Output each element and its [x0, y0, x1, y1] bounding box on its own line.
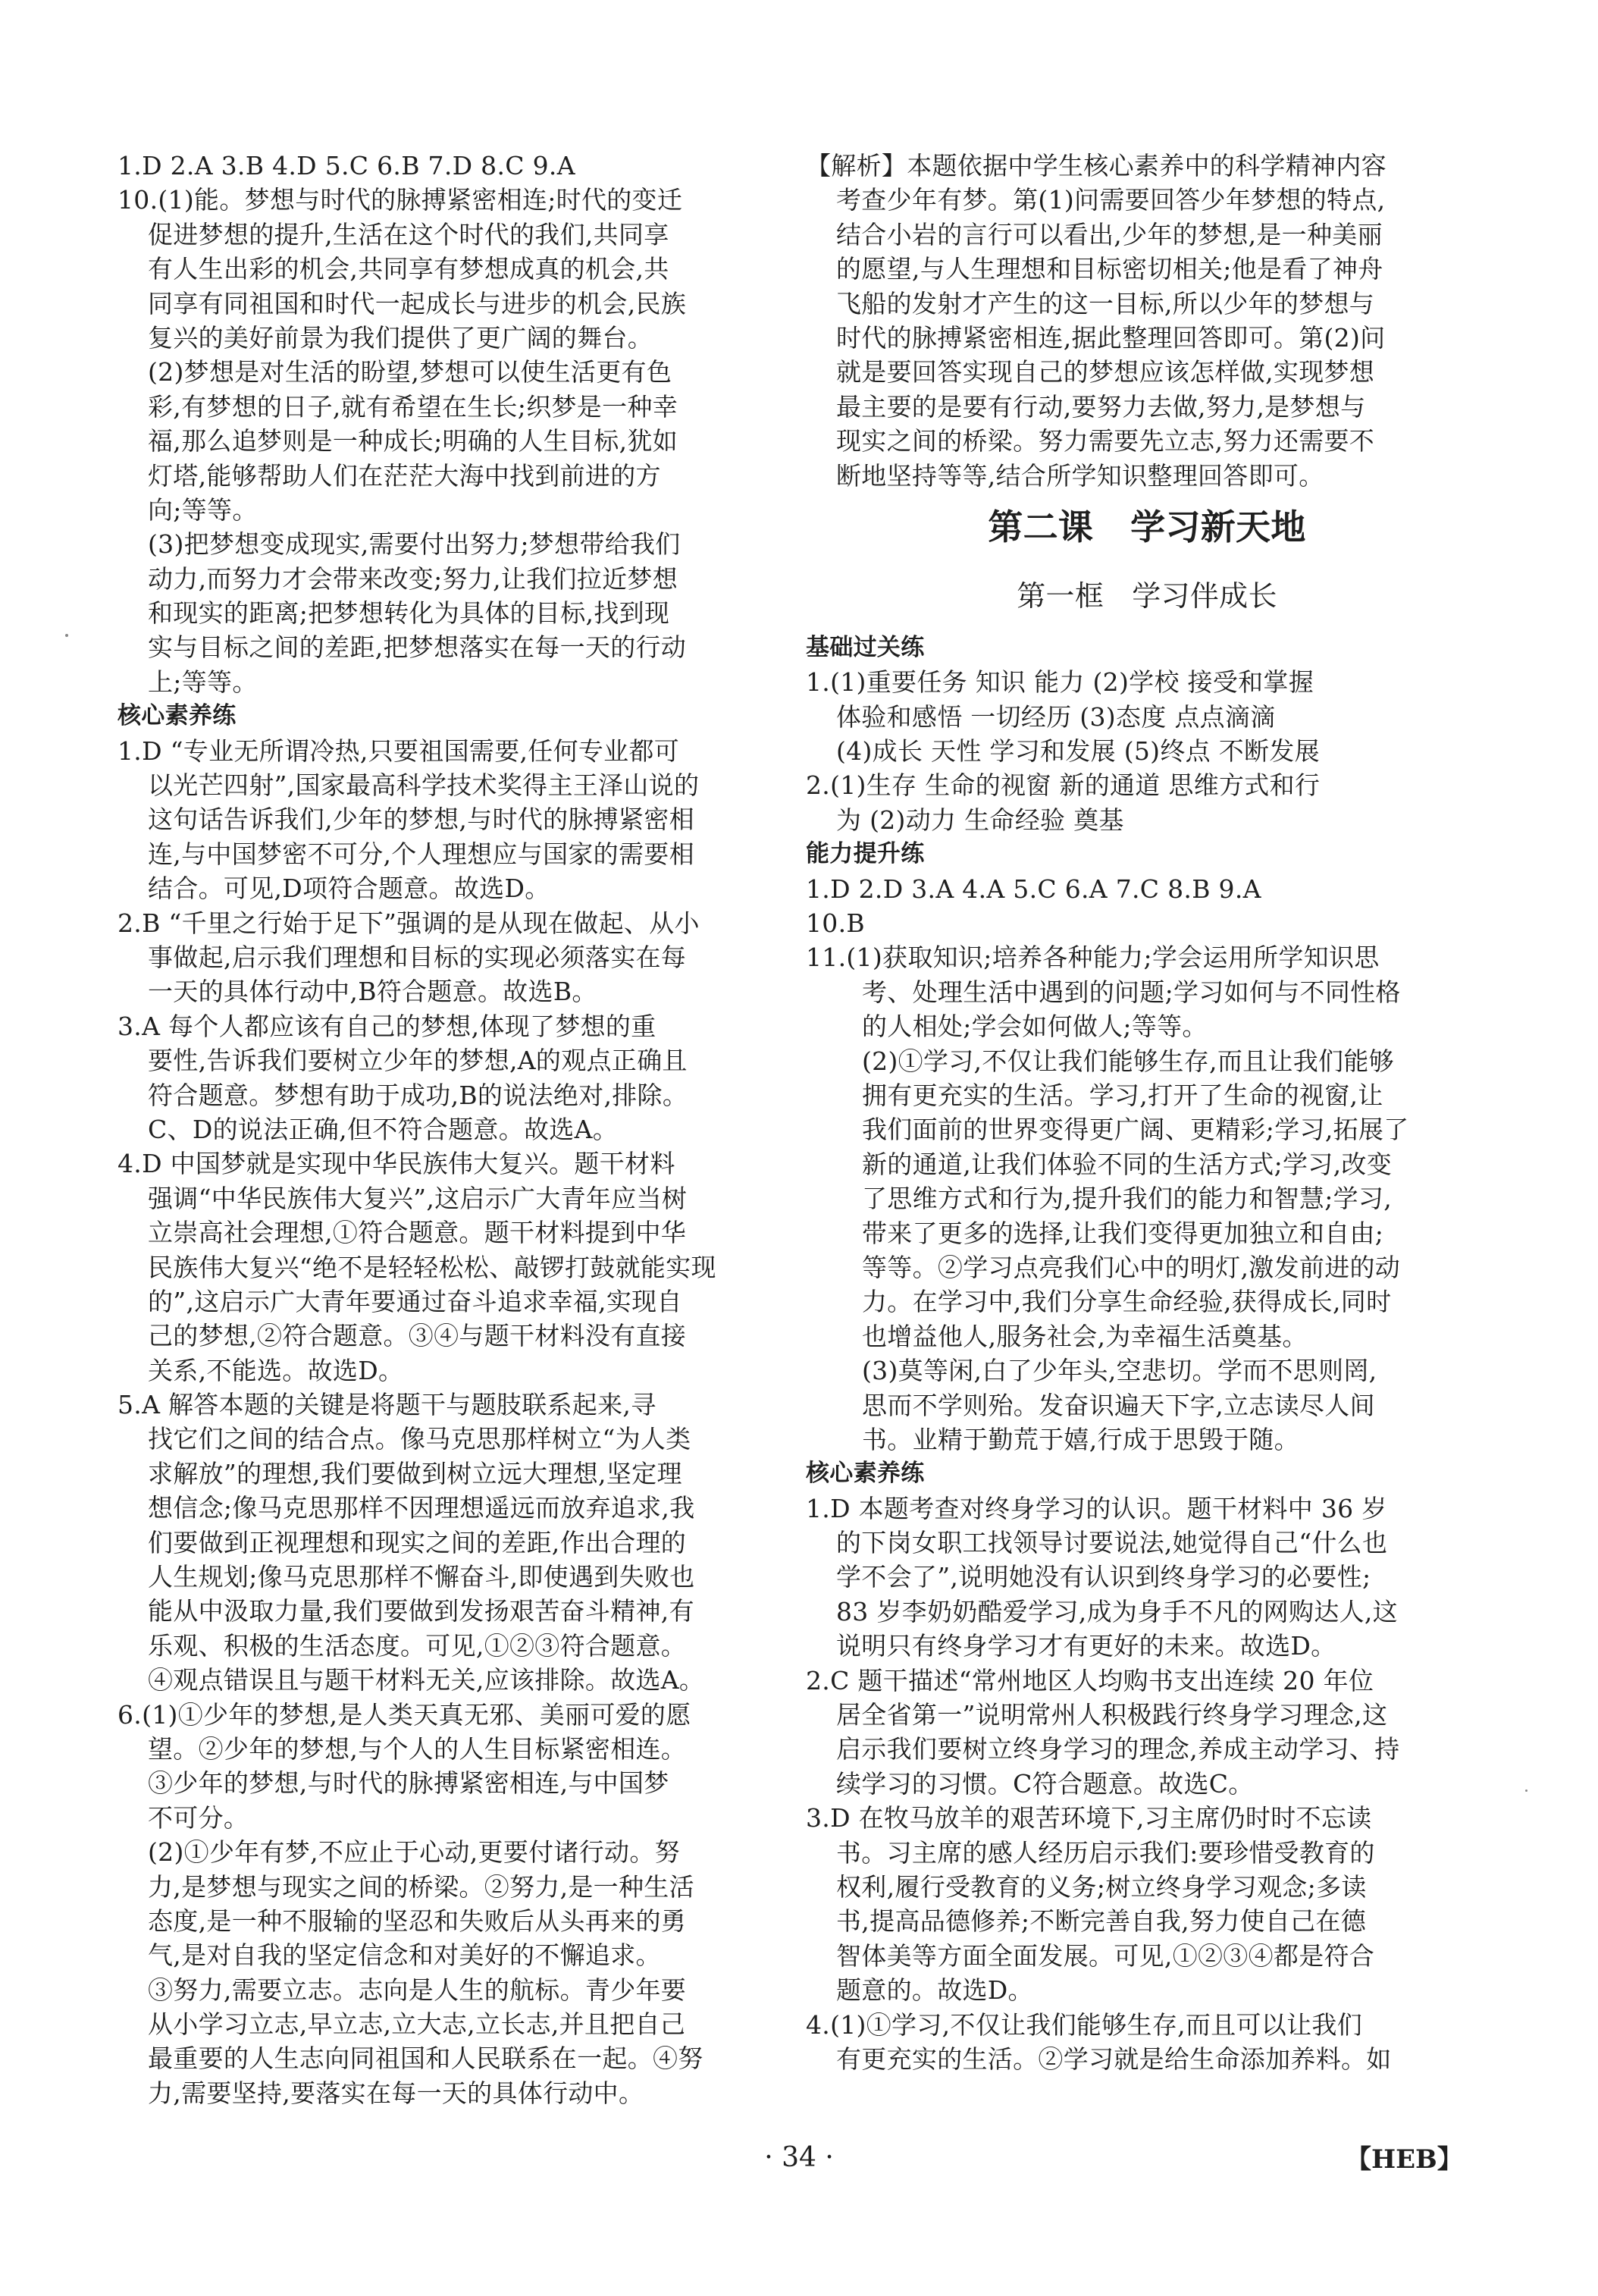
page-number: · 34 ·: [764, 2142, 834, 2173]
left-text-line: 求解放”的理想,我们要做到树立远大理想,坚定理: [148, 1458, 682, 1488]
frame-title: 第一框 学习伴成长: [1017, 579, 1277, 613]
left-text-line: 强调“中华民族伟大复兴”,这启示广大青年应当树: [148, 1183, 688, 1213]
left-text-line: 结合。可见,D项符合题意。故选D。: [148, 874, 550, 904]
right-text-line: 书。习主席的感人经历启示我们:要珍惜受教育的: [836, 1837, 1375, 1868]
right-text-line: 1.D 本题考查对终身学习的认识。题干材料中 36 岁: [806, 1493, 1387, 1523]
right-text-line: 断地坚持等等,结合所学知识整理回答即可。: [836, 460, 1324, 491]
left-text-line: 最重要的人生志向同祖国和人民联系在一起。④努: [148, 2044, 703, 2074]
left-text-line: ③少年的梦想,与时代的脉搏紧密相连,与中国梦: [148, 1768, 669, 1799]
right-text-line: 就是要回答实现自己的梦想应该怎样做,实现梦想: [836, 357, 1375, 387]
right-text-line: 的下岗女职工找领导讨要说法,她觉得自己“什么也: [836, 1528, 1388, 1558]
left-text-line: 向;等等。: [148, 494, 258, 525]
right-text-line: (4)成长 天性 学习和发展 (5)终点 不断发展: [836, 736, 1320, 767]
left-text-line: C、D的说法正确,但不符合题意。故选A。: [148, 1114, 619, 1144]
left-text-line: 彩,有梦想的日子,就有希望在生长;织梦是一种幸: [148, 391, 678, 422]
right-text-line: 83 岁李奶奶酷爱学习,成为身手不凡的网购达人,这: [836, 1596, 1398, 1626]
left-text-line: 复兴的美好前景为我们提供了更广阔的舞台。: [148, 322, 653, 353]
left-text-line: (3)把梦想变成现实,需要付出努力;梦想带给我们: [148, 529, 681, 560]
right-text-line: 拥有更充实的生活。学习,打开了生命的视窗,让: [862, 1080, 1383, 1110]
right-text-line: 权利,履行受教育的义务;树立终身学习观念;多读: [836, 1871, 1367, 1902]
left-text-line: 有人生出彩的机会,共同享有梦想成真的机会,共: [148, 254, 669, 284]
right-text-line: 为 (2)动力 生命经验 奠基: [836, 805, 1124, 835]
right-text-line: 考、处理生活中遇到的问题;学习如何与不同性格: [862, 977, 1401, 1007]
left-text-line: 以光芒四射”,国家最高科学技术奖得主王泽山说的: [148, 770, 700, 801]
right-text-line: 的人相处;学会如何做人;等等。: [862, 1012, 1208, 1042]
right-text-line: 结合小岩的言行可以看出,少年的梦想,是一种美丽: [836, 219, 1383, 249]
left-text-line: 关系,不能选。故选D。: [148, 1355, 404, 1385]
left-text-line: ④观点错误且与题干材料无关,应该排除。故选A。: [148, 1665, 705, 1695]
left-text-line: 符合题意。梦想有助于成功,B的说法绝对,排除。: [148, 1080, 688, 1110]
left-text-line: 想信念;像马克思那样不因理想遥远而放弃追求,我: [148, 1493, 695, 1523]
section-heading: 能力提升练: [806, 840, 925, 868]
right-text-line: 2.C 题干描述“常州地区人均购书支出连续 20 年位: [806, 1665, 1374, 1695]
left-text-line: 立崇高社会理想,①符合题意。题干材料提到中华: [148, 1218, 687, 1248]
left-text-line: 6.(1)①少年的梦想,是人类天真无邪、美丽可爱的愿: [118, 1699, 691, 1730]
right-text-line: 题意的。故选D。: [836, 1975, 1033, 2006]
right-text-line: 续学习的习惯。C符合题意。故选C。: [836, 1768, 1254, 1799]
left-text-line: 事做起,启示我们理想和目标的实现必须落实在每: [148, 942, 687, 972]
left-text-line: 能从中汲取力量,我们要做到发扬艰苦奋斗精神,有: [148, 1596, 694, 1626]
right-column: [806, 149, 1488, 2076]
left-text-line: 人生规划;像马克思那样不懈奋斗,即使遇到失败也: [148, 1562, 695, 1592]
right-text-line: 飞船的发射才产生的这一目标,所以少年的梦想与: [836, 288, 1375, 318]
right-text-line: 学不会了”,说明她没有认识到终身学习的必要性;: [836, 1562, 1371, 1592]
left-text-line: 一天的具体行动中,B符合题意。故选B。: [148, 977, 597, 1007]
right-text-line: 启示我们要树立终身学习的理念,养成主动学习、持: [836, 1734, 1400, 1764]
left-text-line: 3.A 每个人都应该有自己的梦想,体现了梦想的重: [118, 1011, 656, 1041]
section-heading: 核心素养练: [806, 1460, 925, 1488]
right-text-line: 带来了更多的选择,让我们变得更加独立和自由;: [862, 1218, 1384, 1248]
left-text-line: 不可分。: [148, 1802, 249, 1833]
left-text-line: 1.D 2.A 3.B 4.D 5.C 6.B 7.D 8.C 9.A: [118, 151, 575, 180]
left-column: [118, 149, 800, 2110]
right-text-line: 4.(1)①学习,不仅让我们能够生存,而且可以让我们: [806, 2009, 1363, 2040]
right-text-line: 1.(1)重要任务 知识 能力 (2)学校 接受和掌握: [806, 667, 1314, 698]
left-text-line: 上;等等。: [148, 667, 258, 697]
right-text-line: 【解析】本题依据中学生核心素养中的科学精神内容: [806, 151, 1386, 180]
right-text-line: 现实之间的桥梁。努力需要先立志,努力还需要不: [836, 426, 1375, 456]
right-text-line: 思而不学则殆。发奋识遍天下字,立志读尽人间: [862, 1390, 1375, 1420]
right-text-line: 新的通道,让我们体验不同的生活方式;学习,改变: [862, 1149, 1392, 1179]
left-text-line: 乐观、积极的生活态度。可见,①②③符合题意。: [148, 1630, 687, 1661]
left-text-line: 2.B “千里之行始于足下”强调的是从现在做起、从小: [118, 908, 700, 938]
left-text-line: 同享有同祖国和时代一起成长与进步的机会,民族: [148, 288, 687, 318]
left-text-line: 们要做到正视理想和现实之间的差距,作出合理的: [148, 1527, 687, 1557]
right-text-line: 我们面前的世界变得更广阔、更精彩;学习,拓展了: [862, 1115, 1409, 1145]
left-text-line: 福,那么追梦则是一种成长;明确的人生目标,犹如: [148, 426, 678, 456]
left-text-line: 的”,这启示广大青年要通过奋斗追求幸福,实现自: [148, 1286, 682, 1316]
left-text-line: 力,是梦想与现实之间的桥梁。②努力,是一种生活: [148, 1871, 694, 1902]
right-text-line: 1.D 2.D 3.A 4.A 5.C 6.A 7.C 8.B 9.A: [806, 874, 1261, 904]
right-text-line: 力。在学习中,我们分享生命经验,获得成长,同时: [862, 1287, 1392, 1317]
scan-speck: [65, 634, 68, 637]
right-text-line: 3.D 在牧马放羊的艰苦环境下,习主席仍时时不忘读: [806, 1803, 1372, 1833]
left-text-line: 1.D “专业无所谓冷热,只要祖国需要,任何专业都可: [118, 736, 680, 766]
right-text-line: 等等。②学习点亮我们心中的明灯,激发前进的动: [862, 1252, 1401, 1282]
right-text-line: 书,提高品德修养;不断完善自我,努力使自己在德: [836, 1906, 1366, 1937]
left-text-line: 找它们之间的结合点。像马克思那样树立“为人类: [148, 1424, 691, 1454]
left-text-line: 促进梦想的提升,生活在这个时代的我们,共同享: [148, 219, 669, 249]
lesson-title: 第二课 学习新天地: [988, 506, 1306, 547]
left-text-line: ③努力,需要立志。志向是人生的航标。青少年要: [148, 1974, 687, 2005]
book-code: 【HEB】: [1346, 2144, 1463, 2175]
right-text-line: 也增益他人,服务社会,为幸福生活奠基。: [862, 1321, 1308, 1351]
right-text-line: 11.(1)获取知识;培养各种能力;学会运用所学知识思: [806, 943, 1380, 973]
left-text-line: (2)梦想是对生活的盼望,梦想可以使生活更有色: [148, 357, 672, 387]
left-text-line: 灯塔,能够帮助人们在茫茫大海中找到前进的方: [148, 460, 661, 491]
right-text-line: 智体美等方面全面发展。可见,①②③④都是符合: [836, 1940, 1375, 1971]
left-text-line: 连,与中国梦密不可分,个人理想应与国家的需要相: [148, 839, 694, 869]
left-text-line: 民族伟大复兴“绝不是轻轻松松、敲锣打鼓就能实现: [148, 1252, 716, 1282]
right-text-line: 体验和感悟 一切经历 (3)态度 点点滴滴: [836, 701, 1276, 732]
right-text-line: 考查少年有梦。第(1)问需要回答少年梦想的特点,: [836, 185, 1386, 215]
right-text-line: 说明只有终身学习才有更好的未来。故选D。: [836, 1631, 1336, 1661]
left-text-line: 要性,告诉我们要树立少年的梦想,A的观点正确且: [148, 1046, 688, 1076]
section-heading: 基础过关练: [806, 633, 925, 661]
left-text-line: 态度,是一种不服输的坚忍和失败后从头再来的勇: [148, 1905, 687, 1936]
left-text-line: 己的梦想,②符合题意。③④与题干材料没有直接: [148, 1321, 687, 1351]
left-text-line: 力,需要坚持,要落实在每一天的具体行动中。: [148, 2078, 644, 2108]
right-text-line: (2)①学习,不仅让我们能够生存,而且让我们能够: [862, 1046, 1394, 1076]
scan-speck: [1525, 1789, 1528, 1792]
right-text-line: 书。业精于勤荒于嬉,行成于思毁于随。: [862, 1424, 1299, 1454]
right-text-line: 了思维方式和行为,提升我们的能力和智慧;学习,: [862, 1184, 1392, 1214]
section-heading: 核心素养练: [118, 702, 237, 730]
left-text-line: 气,是对自我的坚定信念和对美好的不懈追求。: [148, 1940, 661, 1971]
right-text-line: 有更充实的生活。②学习就是给生命添加养料。如: [836, 2044, 1392, 2074]
right-text-line: 的愿望,与人生理想和目标密切相关;他是看了神舟: [836, 254, 1383, 284]
left-text-line: 和现实的距离;把梦想转化为具体的目标,找到现: [148, 598, 670, 629]
left-text-line: 这句话告诉我们,少年的梦想,与时代的脉搏紧密相: [148, 805, 694, 835]
left-text-line: 从小学习立志,早立志,立大志,立长志,并且把自己: [148, 2009, 686, 2040]
right-text-line: 居全省第一”说明常州人积极践行终身学习理念,这: [836, 1700, 1388, 1730]
left-text-line: 10.(1)能。梦想与时代的脉搏紧密相连;时代的变迁: [118, 185, 683, 215]
right-text-line: 2.(1)生存 生命的视窗 新的通道 思维方式和行: [806, 770, 1321, 801]
left-text-line: (2)①少年有梦,不应止于心动,更要付诸行动。努: [148, 1837, 680, 1868]
left-text-line: 实与目标之间的差距,把梦想落实在每一天的行动: [148, 632, 687, 663]
right-text-line: 时代的脉搏紧密相连,据此整理回答即可。第(2)问: [836, 322, 1386, 353]
right-text-line: 最主要的是要有行动,要努力去做,努力,是梦想与: [836, 391, 1366, 422]
left-text-line: 望。②少年的梦想,与个人的人生目标紧密相连。: [148, 1733, 687, 1764]
left-text-line: 动力,而努力才会带来改变;努力,让我们拉近梦想: [148, 563, 678, 594]
left-text-line: 5.A 解答本题的关键是将题干与题肢联系起来,寻: [118, 1390, 656, 1420]
left-text-line: 4.D 中国梦就是实现中华民族伟大复兴。题干材料: [118, 1149, 675, 1179]
right-text-line: (3)莫等闲,白了少年头,空悲切。学而不思则罔,: [862, 1356, 1377, 1386]
right-text-line: 10.B: [806, 908, 865, 939]
